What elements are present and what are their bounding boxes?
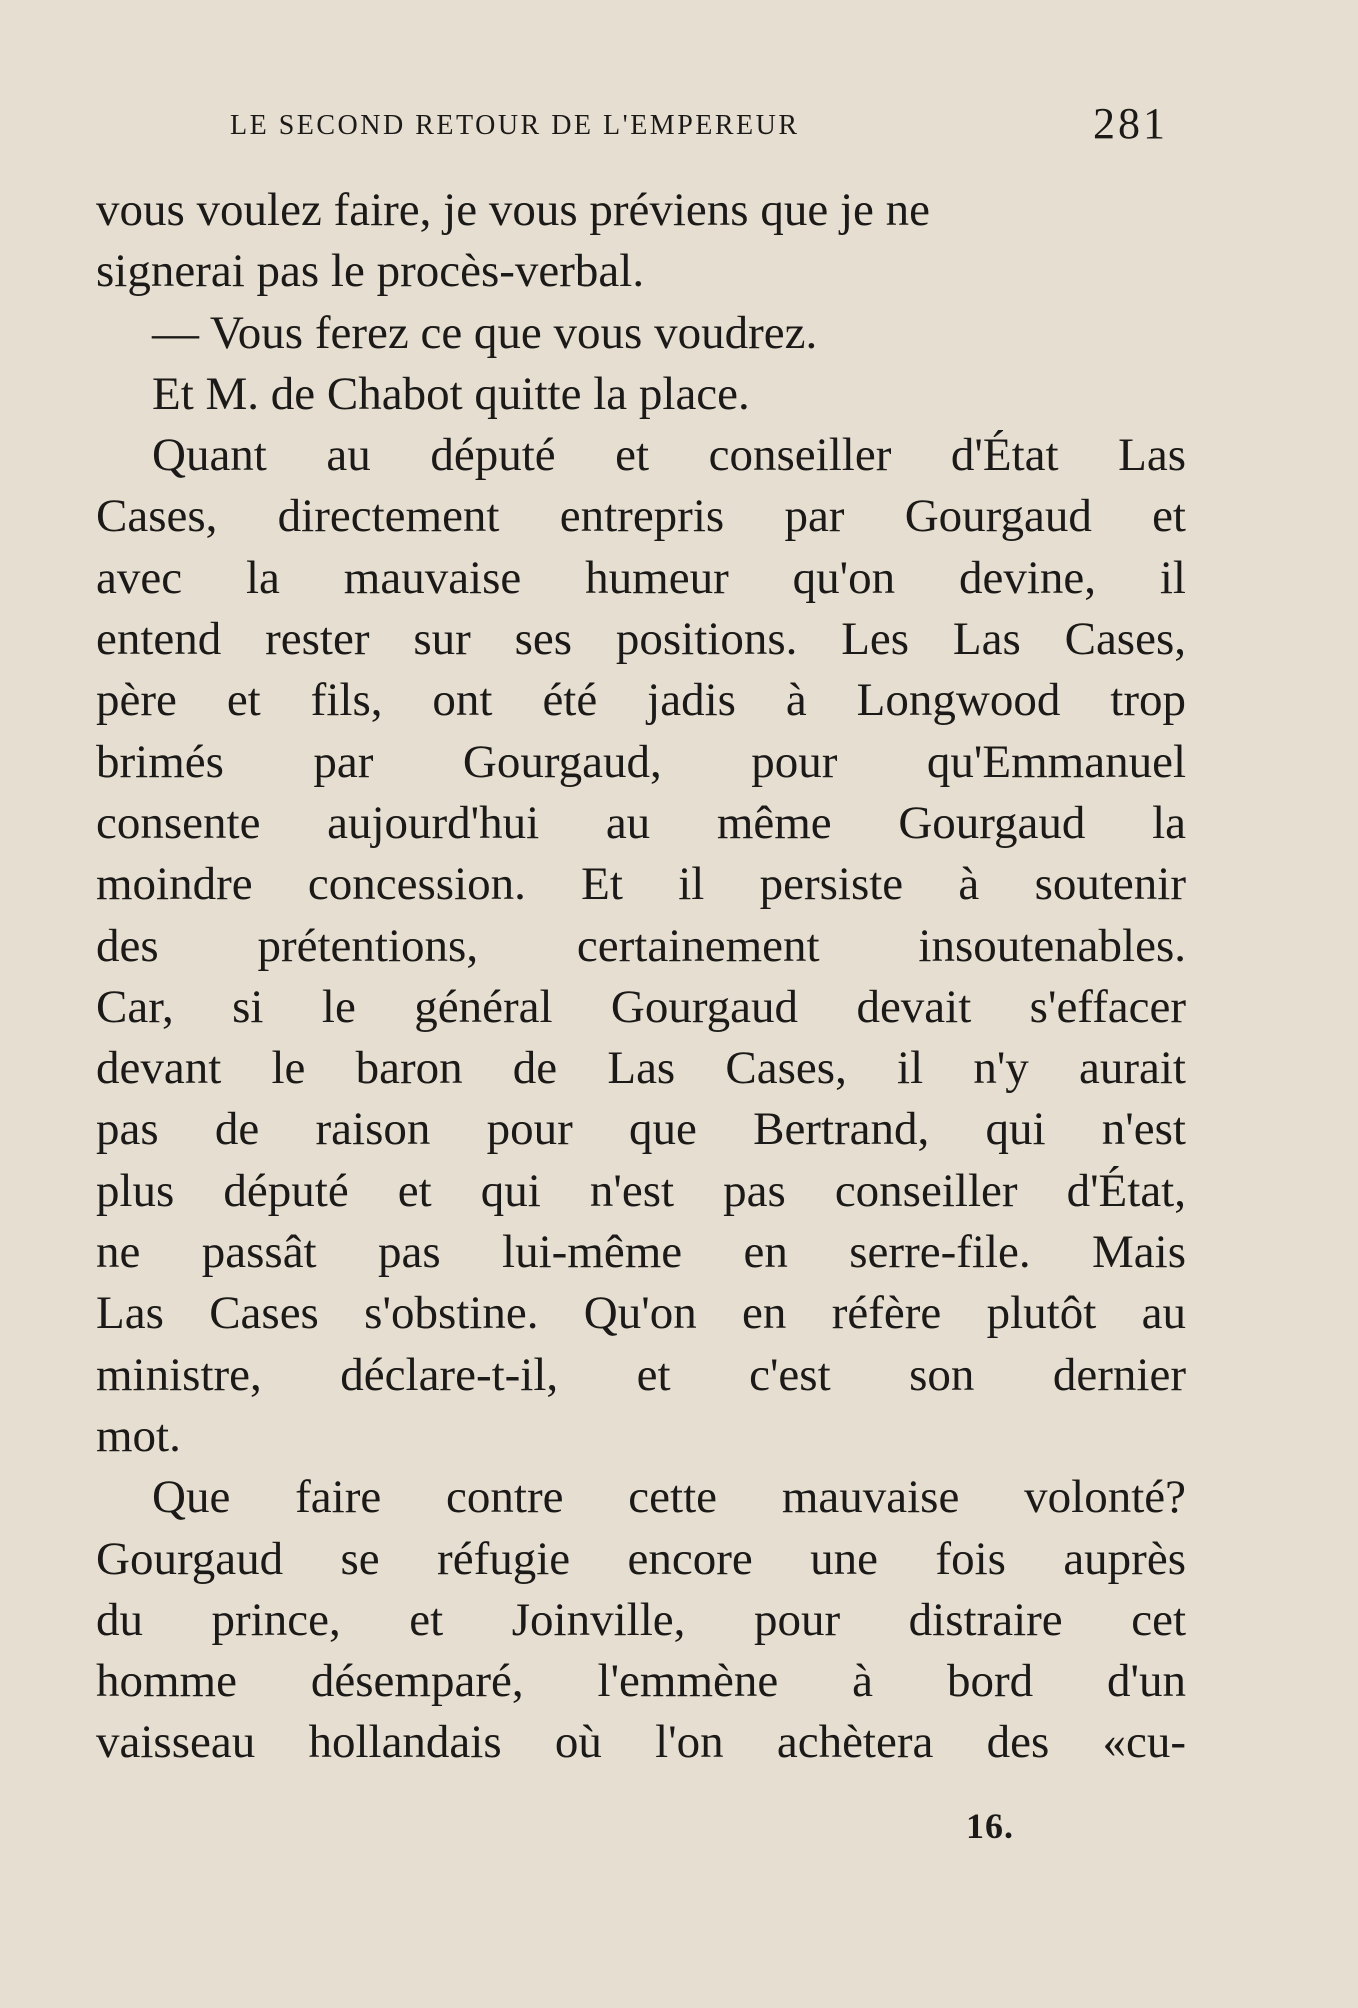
text-line: Quant au député et conseiller d'État Las: [152, 429, 1186, 482]
text-line: Et M. de Chabot quitte la place.: [152, 367, 750, 420]
text-line: brimés par Gourgaud, pour qu'Emmanuel: [96, 735, 1186, 788]
text-line: du prince, et Joinville, pour distraire cet: [96, 1593, 1186, 1646]
text-line: Gourgaud se réfugie encore une fois auprès: [96, 1532, 1186, 1585]
text-line: devant le baron de Las Cases, il n'y aurait: [96, 1042, 1186, 1095]
text-line: Car, si le général Gourgaud devait s'effacer: [96, 980, 1186, 1033]
text-line: pas de raison pour que Bertrand, qui n'est: [96, 1103, 1186, 1156]
text-line: mot.: [96, 1409, 181, 1462]
text-line: consente aujourd'hui au même Gourgaud la: [96, 796, 1186, 849]
text-line: père et fils, ont été jadis à Longwood trop: [96, 674, 1186, 727]
text-line: vaisseau hollandais où l'on achètera des «cu-: [96, 1716, 1186, 1769]
text-line: vous voulez faire, je vous préviens que je ne: [96, 184, 930, 236]
text-line: ne passât pas lui-même en serre-file. Mais: [96, 1226, 1186, 1279]
text-line: homme désemparé, l'emmène à bord d'un: [96, 1655, 1186, 1708]
text-line: moindre concession. Et il persiste à soutenir: [96, 858, 1186, 911]
text-line: Que faire contre cette mauvaise volonté?: [152, 1471, 1186, 1524]
text-line: avec la mauvaise humeur qu'on devine, il: [96, 551, 1186, 604]
page-number: 281: [1093, 99, 1168, 148]
text-line: entend rester sur ses positions. Les Las Cases,: [96, 613, 1186, 666]
running-title: LE SECOND RETOUR DE L'EMPEREUR: [230, 110, 800, 141]
text-line: plus député et qui n'est pas conseiller d'État,: [96, 1164, 1186, 1217]
body-text: [96, 180, 1186, 1774]
text-line: — Vous ferez ce que vous voudrez.: [152, 306, 818, 359]
text-line: Cases, directement entrepris par Gourgaud et: [96, 490, 1186, 543]
text-line: des prétentions, certainement insoutenables.: [96, 919, 1186, 972]
text-line: ministre, déclare-t-il, et c'est son dernier: [96, 1348, 1186, 1401]
text-line: signerai pas le procès-verbal.: [96, 245, 645, 298]
signature-mark: 16.: [966, 1806, 1014, 1846]
page-header: [230, 98, 1168, 158]
text-line: Las Cases s'obstine. Qu'on en réfère plutôt au: [96, 1287, 1186, 1340]
